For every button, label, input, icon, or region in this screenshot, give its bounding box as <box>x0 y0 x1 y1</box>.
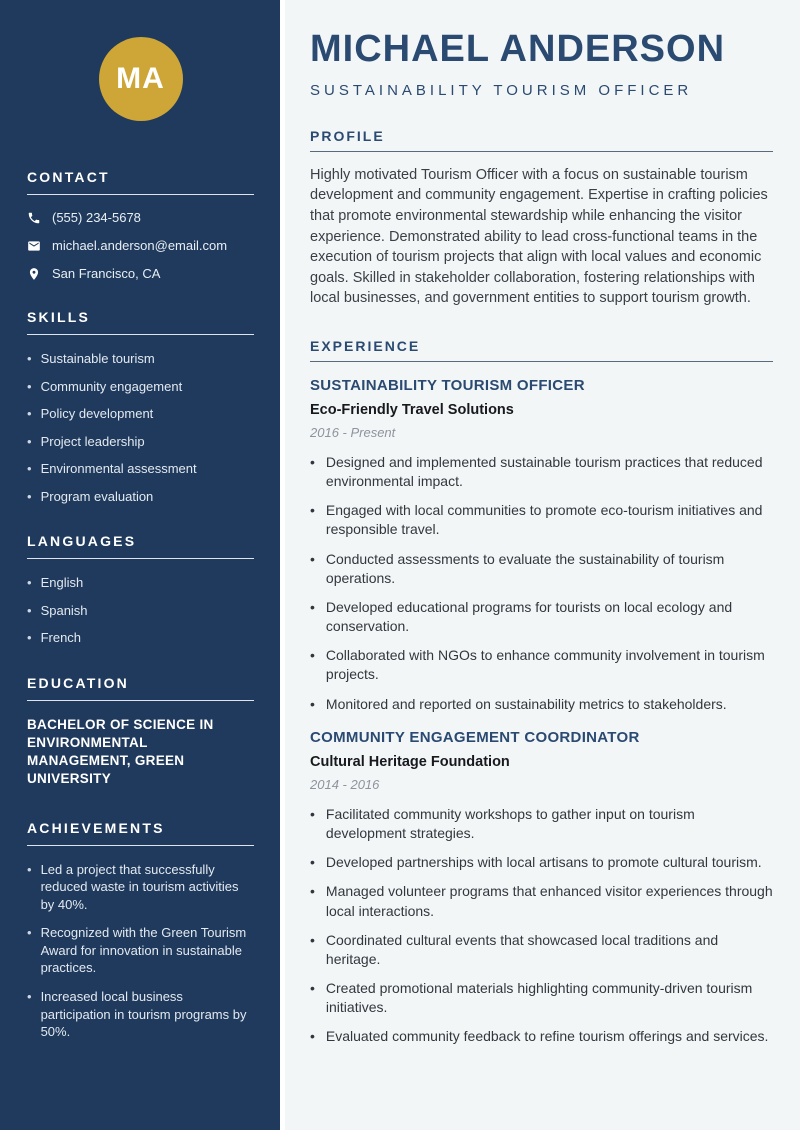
contact-email <box>27 238 254 253</box>
section-divider <box>310 361 773 362</box>
language-item: • English <box>27 574 254 592</box>
education-heading: EDUCATION <box>27 674 129 691</box>
languages-list <box>27 574 254 647</box>
avatar: MA <box>99 37 183 121</box>
experience-heading: EXPERIENCE <box>310 337 421 354</box>
job-dates: 2016 - Present <box>310 424 396 440</box>
job-bullets <box>310 453 773 714</box>
job-bullet: • Facilitated community workshops to gather input on tourism development strategies. <box>310 805 773 843</box>
languages-heading: LANGUAGES <box>27 533 137 550</box>
languages-section <box>27 533 254 647</box>
location-value: San Francisco, CA <box>52 266 161 281</box>
location-icon <box>27 267 41 281</box>
job-entry <box>310 729 773 1047</box>
job-bullet: • Monitored and reported on sustainability metrics to stakeholders. <box>310 695 773 714</box>
skill-item: • Environmental assessment <box>27 460 254 478</box>
job-bullet: • Coordinated cultural events that showcased local traditions and heritage. <box>310 931 773 969</box>
job-title: COMMUNITY ENGAGEMENT COORDINATOR <box>310 728 640 746</box>
language-item: • French <box>27 629 254 647</box>
skills-heading: SKILLS <box>27 309 90 325</box>
email-value: michael.anderson@email.com <box>52 238 228 253</box>
job-bullet: • Managed volunteer programs that enhanced visitor experiences through local interactions. <box>310 882 773 920</box>
phone-icon <box>27 211 41 225</box>
section-divider <box>27 558 254 559</box>
section-divider <box>27 334 254 335</box>
skill-item: • Program evaluation <box>27 488 254 506</box>
job-bullet: • Designed and implemented sustainable tourism practices that reduced environmental impact. <box>310 453 773 491</box>
section-divider <box>310 151 773 152</box>
skill-item: • Policy development <box>27 405 254 423</box>
contact-heading: CONTACT <box>27 169 110 185</box>
profile-section <box>310 128 773 309</box>
job-company: Eco-Friendly Travel Solutions <box>310 401 514 418</box>
job-company: Cultural Heritage Foundation <box>310 753 510 770</box>
person-name: MICHAEL ANDERSON <box>310 28 726 70</box>
main-content <box>285 0 800 1130</box>
education-degree: BACHELOR OF SCIENCE IN ENVIRONMENTAL MANAGEMENT, GREEN UNIVERSITY <box>27 716 214 786</box>
skills-section <box>27 309 254 505</box>
skill-item: • Project leadership <box>27 433 254 451</box>
phone-value: (555) 234-5678 <box>52 210 141 225</box>
section-divider <box>27 700 254 701</box>
skill-item: • Community engagement <box>27 378 254 396</box>
job-bullet: • Developed partnerships with local artisans to promote cultural tourism. <box>310 853 773 872</box>
job-title: SUSTAINABILITY TOURISM OFFICER <box>310 376 585 394</box>
achievement-item: • Recognized with the Green Tourism Award for innovation in sustainable practices. <box>27 924 254 977</box>
job-bullet: • Conducted assessments to evaluate the sustainability of tourism operations. <box>310 550 773 588</box>
job-dates: 2014 - 2016 <box>310 776 380 792</box>
job-bullet: • Created promotional materials highlighting community-driven tourism initiatives. <box>310 979 773 1017</box>
job-bullet: • Engaged with local communities to promote eco-tourism initiatives and responsible travel. <box>310 501 773 539</box>
contact-location <box>27 266 254 281</box>
section-divider <box>27 845 254 846</box>
achievement-item: • Led a project that successfully reduced waste in tourism activities by 40%. <box>27 861 254 914</box>
experience-section <box>310 338 773 1047</box>
section-divider <box>27 194 254 195</box>
achievements-list <box>27 861 254 1041</box>
job-bullet: • Evaluated community feedback to refine tourism offerings and services. <box>310 1027 773 1046</box>
job-bullet: • Collaborated with NGOs to enhance community involvement in tourism projects. <box>310 646 773 684</box>
contact-phone <box>27 210 254 225</box>
skill-item: • Sustainable tourism <box>27 350 254 368</box>
job-bullets <box>310 805 773 1047</box>
contact-section <box>27 169 254 281</box>
education-section <box>27 675 254 788</box>
achievements-section <box>27 820 254 1041</box>
achievements-heading: ACHIEVEMENTS <box>27 819 165 836</box>
job-bullet: • Developed educational programs for tourists on local ecology and conservation. <box>310 598 773 636</box>
profile-heading: PROFILE <box>310 127 385 144</box>
job-entry <box>310 377 773 714</box>
email-icon <box>27 239 41 253</box>
achievement-item: • Increased local business participation in tourism programs by 50%. <box>27 988 254 1041</box>
person-title: SUSTAINABILITY TOURISM OFFICER <box>310 81 693 99</box>
sidebar <box>0 0 280 1130</box>
language-item: • Spanish <box>27 602 254 620</box>
profile-text: Highly motivated Tourism Officer with a focus on sustainable tourism development and community engagement. Expertise in crafting policies that promote environmental stewardship while enhancing the visitor experience. Demonstrated ability to lead cross-functional teams in the execution of tourism projects that align with local values and economic goals. Skilled in stakeholder collaboration, fostering relationships with local businesses, and government entities to support tourism growth. <box>310 166 768 307</box>
skills-list <box>27 350 254 505</box>
